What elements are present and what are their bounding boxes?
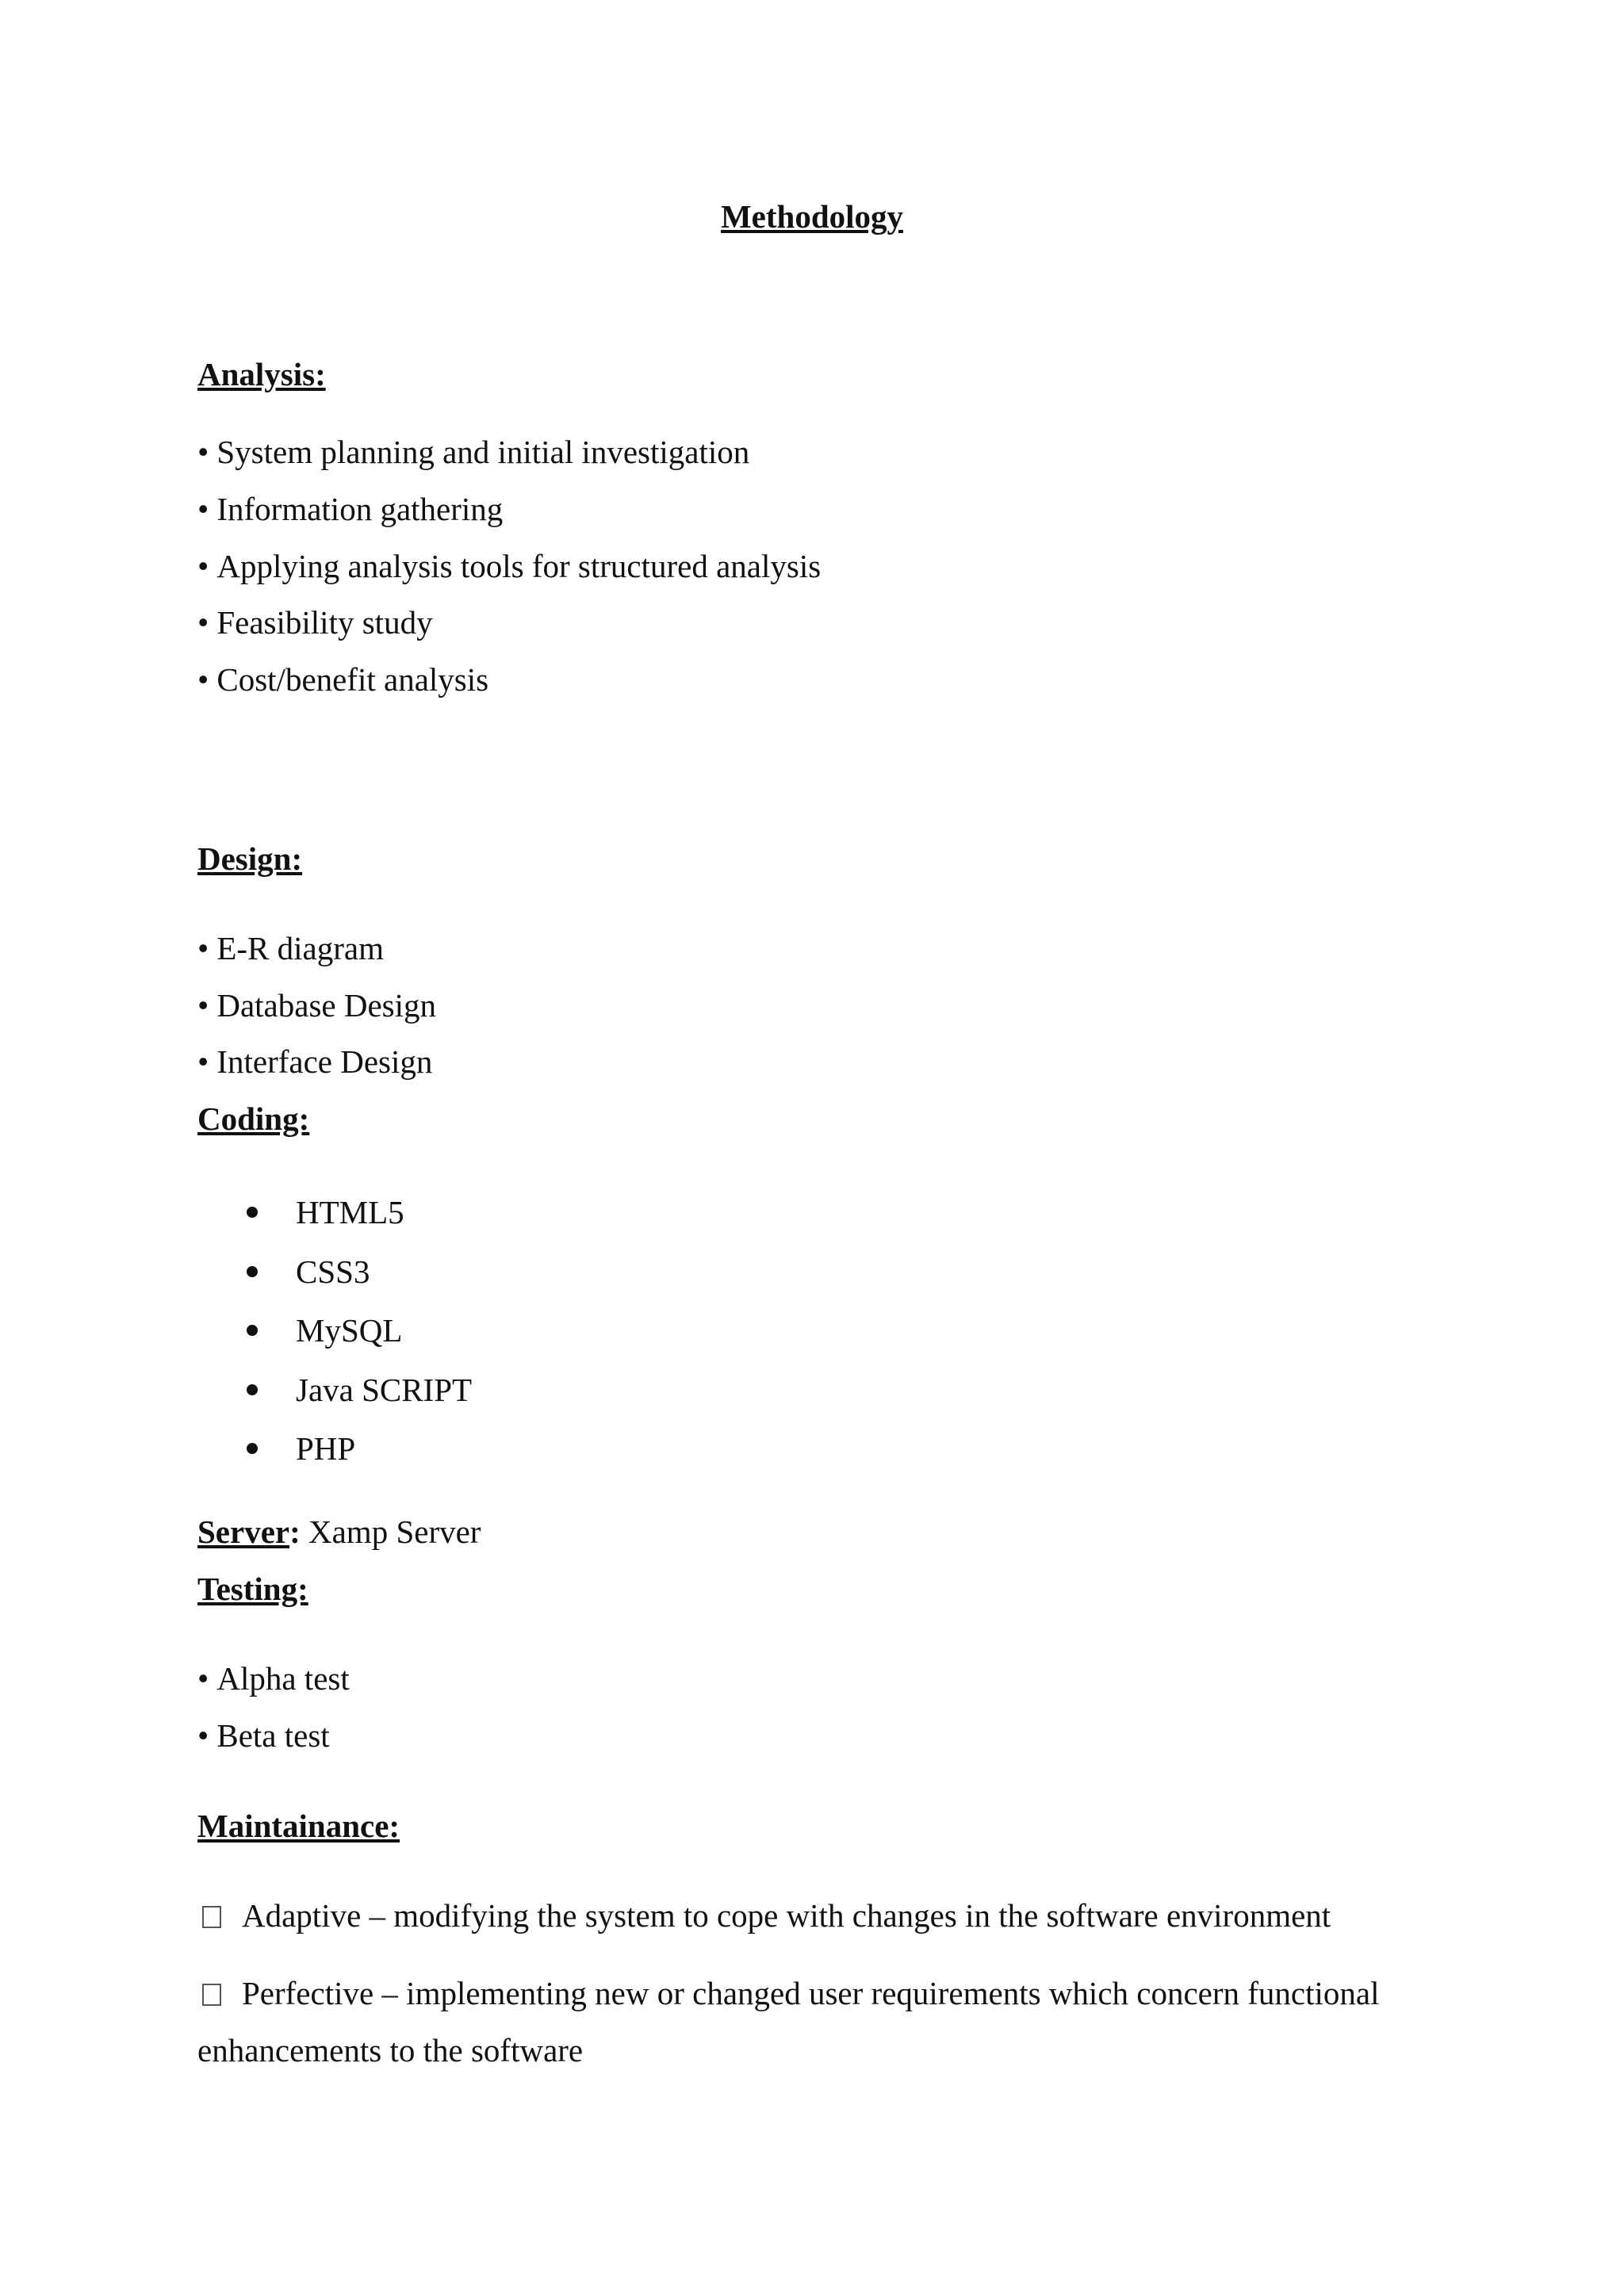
missing-glyph-box-icon (202, 1984, 221, 2006)
design-item: • E-R diagram (197, 930, 384, 966)
bullet-icon: • (197, 987, 209, 1024)
bullet-icon (247, 1384, 258, 1395)
bullet-icon: • (197, 604, 209, 641)
bullet-icon: • (197, 1660, 209, 1697)
testing-item: • Alpha test (197, 1660, 350, 1697)
page-title: Methodology (720, 198, 904, 235)
server-label: Server (197, 1513, 290, 1550)
bullet-icon: • (197, 1043, 209, 1080)
coding-item: Java SCRIPT (296, 1372, 473, 1408)
bullet-icon (247, 1443, 258, 1454)
coding-heading: Coding: (197, 1100, 310, 1137)
server-colon: : (289, 1513, 301, 1550)
bullet-icon: • (197, 930, 209, 966)
maintenance-item: Adaptive – modifying the system to cope with changes in the software environment (197, 1894, 1331, 1937)
testing-item: • Beta test (197, 1717, 330, 1754)
analysis-heading: Analysis: (197, 356, 326, 392)
design-item: • Interface Design (197, 1043, 433, 1080)
coding-item: HTML5 (296, 1194, 404, 1230)
maintenance-heading: Maintainance: (197, 1808, 400, 1844)
analysis-item: • Applying analysis tools for structured analysis (197, 548, 822, 584)
bullet-icon: • (197, 548, 209, 584)
maintenance-item: Perfective – implementing new or changed user requirements which concern functional (197, 1972, 1379, 2015)
bullet-icon: • (197, 661, 209, 698)
bullet-icon (247, 1207, 258, 1218)
analysis-item: • System planning and initial investigation (197, 434, 750, 470)
server-value: Xamp Server (300, 1513, 481, 1550)
analysis-item: • Information gathering (197, 491, 504, 527)
coding-item: MySQL (296, 1312, 403, 1349)
analysis-item: • Feasibility study (197, 604, 433, 641)
design-item: • Database Design (197, 987, 437, 1024)
server-line (197, 1510, 481, 1553)
coding-item: PHP (296, 1430, 356, 1467)
design-heading: Design: (197, 840, 303, 877)
missing-glyph-box-icon (202, 1906, 221, 1928)
bullet-icon: • (197, 434, 209, 470)
bullet-icon: • (197, 491, 209, 527)
maintenance-item-continuation: enhancements to the software (197, 2032, 584, 2068)
analysis-item: • Cost/benefit analysis (197, 661, 489, 698)
coding-item: CSS3 (296, 1253, 370, 1290)
bullet-icon (247, 1266, 258, 1277)
bullet-icon: • (197, 1717, 209, 1754)
testing-heading: Testing: (197, 1571, 308, 1607)
bullet-icon (247, 1325, 258, 1336)
